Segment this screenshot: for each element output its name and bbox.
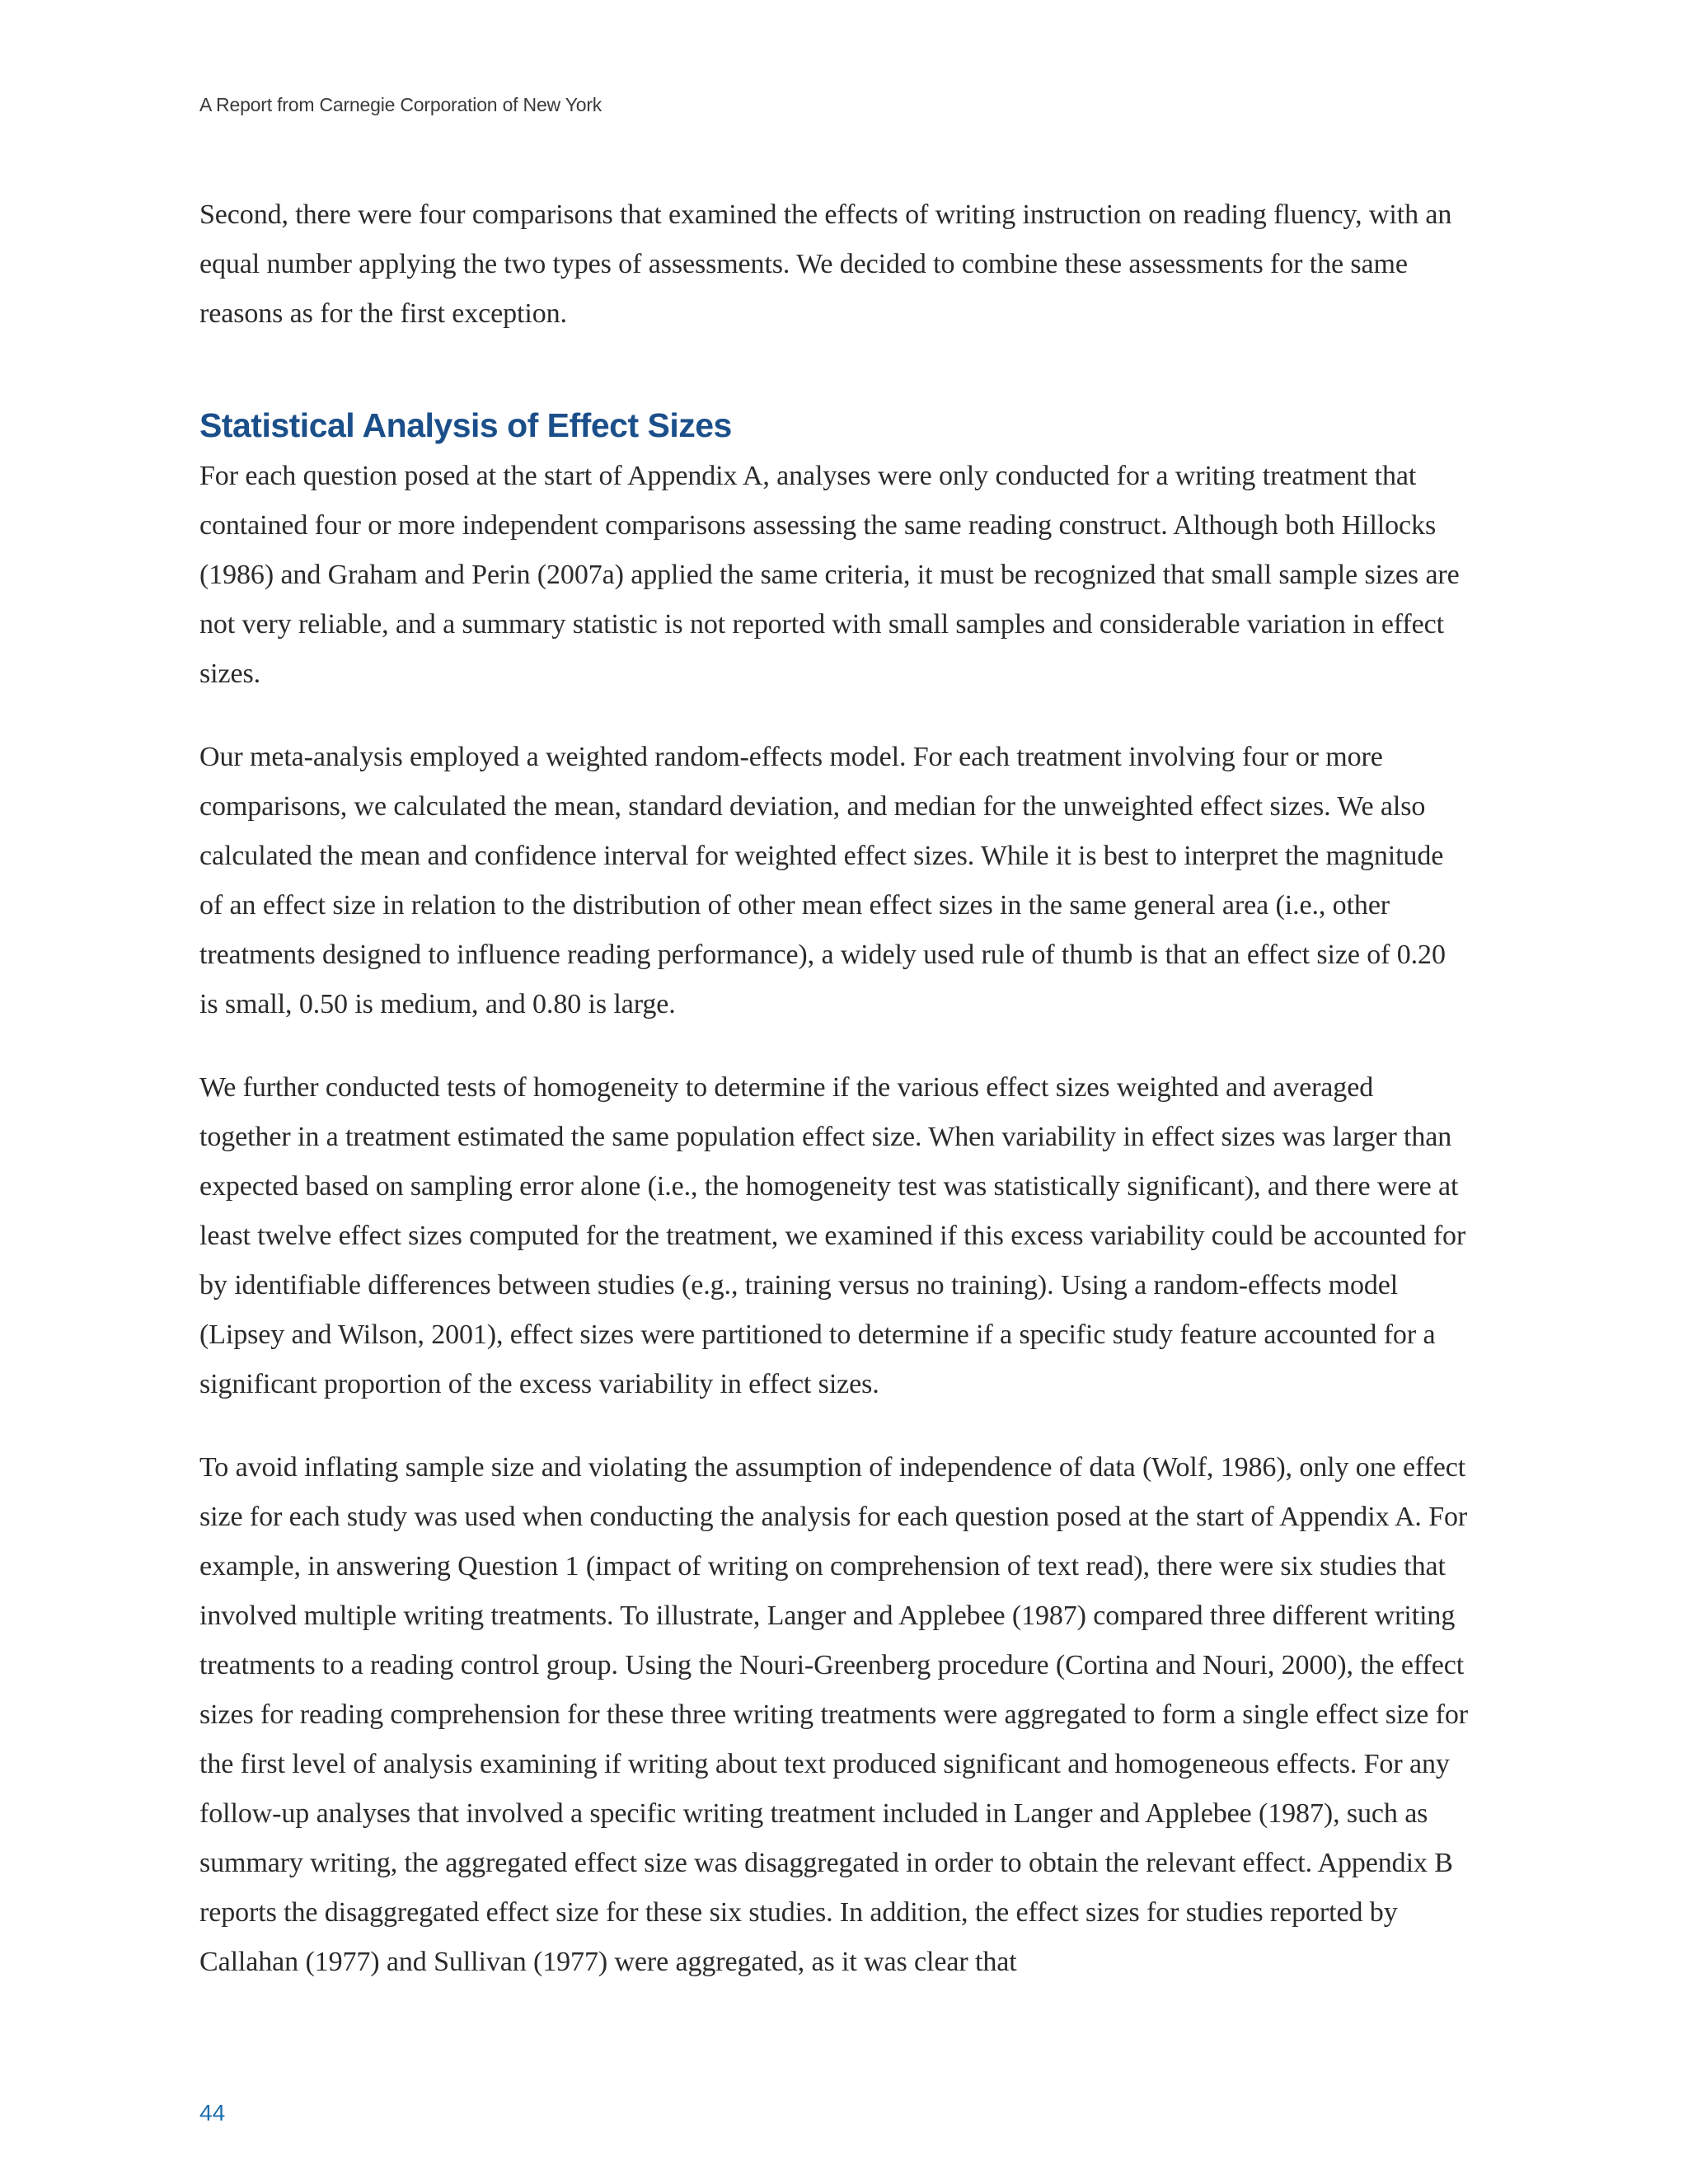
- running-header: A Report from Carnegie Corporation of New York: [199, 94, 603, 115]
- page-body: [199, 190, 1469, 1987]
- section-heading: Statistical Analysis of Effect Sizes: [199, 406, 732, 444]
- intro-paragraph: Second, there were four comparisons that examined the effects of writing instruction on reading fluency, with an equal number applying the two types of assessments. We decided to combine these assessments for the same reasons as for the first exception.: [199, 199, 1452, 329]
- page-number: 44: [199, 2100, 226, 2125]
- body-paragraph-3: We further conducted tests of homogeneity to determine if the various effect sizes weighted and averaged together in a treatment estimated the same population effect size. When variability in effect sizes was larger than expected based on sampling error alone (i.e., the homogeneity test was statistically significant), and there were at least twelve effect sizes computed for the treatment, we examined if this excess variability could be accounted for by identifiable differences between studies (e.g., training versus no training). Using a random-effects model (Lipsey and Wilson, 2001), effect sizes were partitioned to determine if a specific study feature accounted for a significant proportion of the excess variability in effect sizes.: [199, 1072, 1466, 1399]
- body-paragraph-1: For each question posed at the start of Appendix A, analyses were only conducted for a writing treatment that contained four or more independent comparisons assessing the same reading construct. Although both Hillocks (1986) and Graham and Perin (2007a) applied the same criteria, it must be recognized that small sample sizes are not very reliable, and a summary statistic is not reported with small samples and considerable variation in effect sizes.: [199, 461, 1460, 689]
- body-paragraph-2: Our meta-analysis employed a weighted random-effects model. For each treatment involving four or more comparisons, we calculated the mean, standard deviation, and median for the unweighted effect sizes. We also calculated the mean and confidence interval for weighted effect sizes. While it is best to interpret the magnitude of an effect size in relation to the distribution of other mean effect sizes in the same general area (i.e., other treatments designed to influence reading performance), a widely used rule of thumb is that an effect size of 0.20 is small, 0.50 is medium, and 0.80 is large.: [199, 742, 1446, 1019]
- body-paragraph-4: To avoid inflating sample size and violating the assumption of independence of data (Wolf, 1986), only one effect size for each study was used when conducting the analysis for each question posed at the start of Appendix A. For example, in answering Question 1 (impact of writing on comprehension of text read), there were six studies that involved multiple writing treatments. To illustrate, Langer and Applebee (1987) compared three different writing treatments to a reading control group. Using the Nouri-Greenberg procedure (Cortina and Nouri, 2000), the effect sizes for reading comprehension for these three writing treatments were aggregated to form a single effect size for the first level of analysis examining if writing about text produced significant and homogeneous effects. For any follow-up analyses that involved a specific writing treatment included in Langer and Applebee (1987), such as summary writing, the aggregated effect size was disaggregated in order to obtain the relevant effect. Appendix B reports the disaggregated effect size for these six studies. In addition, the effect sizes for studies reported by Callahan (1977) and Sullivan (1977) were aggregated, as it was clear that: [199, 1452, 1468, 1977]
